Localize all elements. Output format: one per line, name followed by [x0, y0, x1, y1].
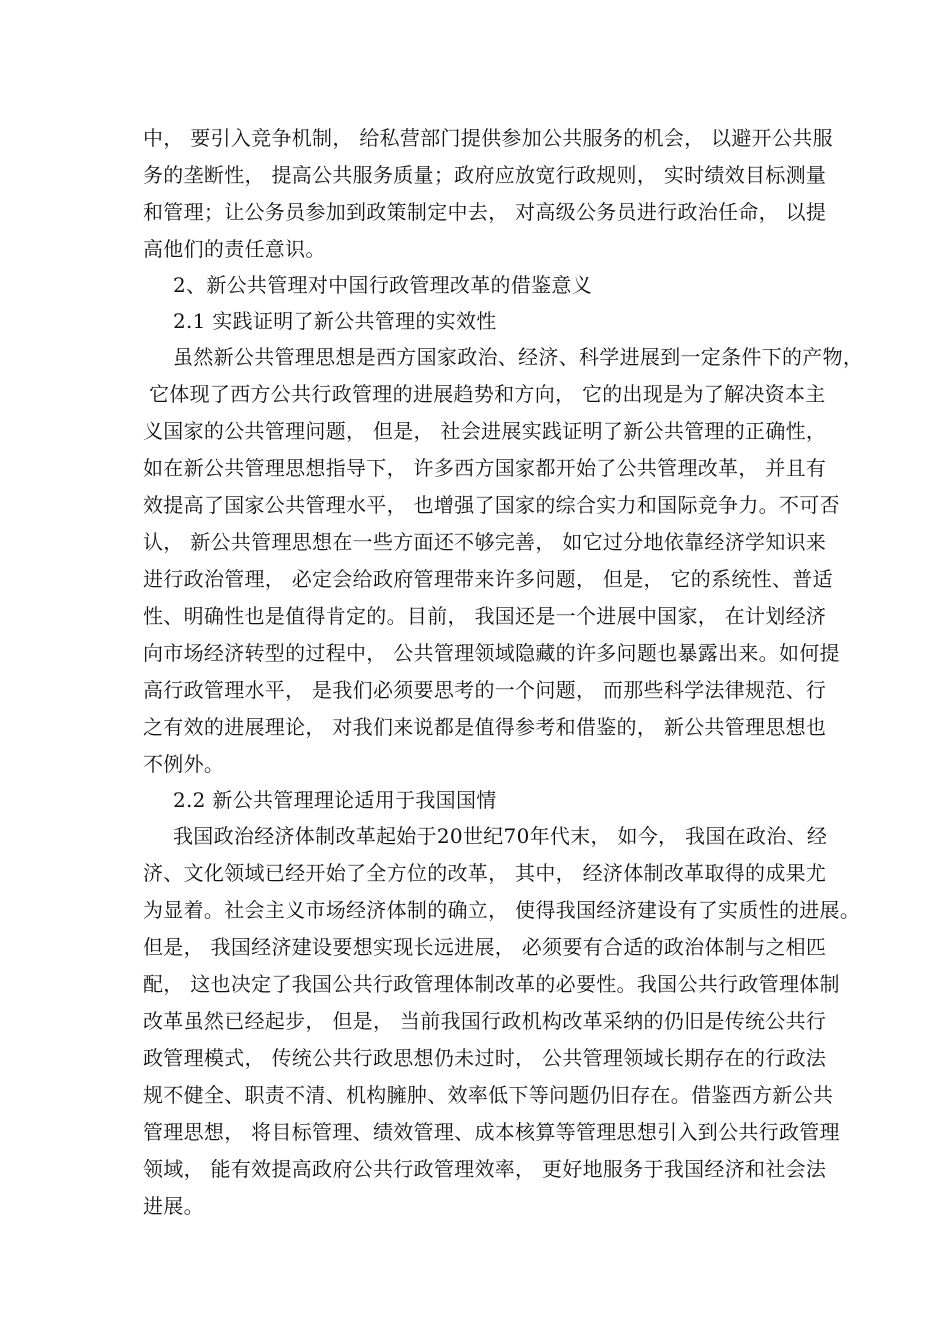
paragraph-line: 进展。: [143, 1194, 204, 1218]
paragraph-line: 配， 这也决定了我国公共行政管理体制改革的必要性。我国公共行政管理体制: [143, 972, 840, 996]
paragraph-line: 如在新公共管理思想指导下， 许多西方国家都开始了公共管理改革， 并且有: [143, 456, 827, 480]
section-heading: 2、新公共管理对中国行政管理改革的借鉴意义: [173, 273, 593, 297]
paragraph-line: 不例外。: [143, 752, 225, 776]
paragraph-line: 认， 新公共管理思想在一些方面还不够完善， 如它过分地依靠经济学知识来: [143, 530, 827, 554]
paragraph-line: 我国政治经济体制改革起始于20世纪70年代末， 如今， 我国在政治、经: [173, 824, 828, 848]
paragraph-line: 改革虽然已经起步， 但是， 当前我国行政机构改革采纳的仍旧是传统公共行: [143, 1009, 827, 1033]
paragraph-line: 进行政治管理， 必定会给政府管理带来许多问题， 但是， 它的系统性、普适: [143, 567, 833, 591]
paragraph-line: 中， 要引入竞争机制， 给私营部门提供参加公共服务的机会， 以避开公共服: [143, 126, 833, 150]
paragraph-line: 规不健全、职责不清、机构臃肿、效率低下等问题仍旧存在。借鉴西方新公共: [143, 1083, 834, 1107]
paragraph-line: 务的垄断性， 提高公共服务质量；政府应放宽行政规则， 实时绩效目标测量: [143, 163, 827, 187]
paragraph-line: 虽然新公共管理思想是西方国家政治、经济、科学进展到一定条件下的产物，: [173, 345, 864, 369]
paragraph-line: 向市场经济转型的过程中， 公共管理领域隐藏的许多问题也暴露出来。如何提: [143, 641, 840, 665]
paragraph-line: 济、文化领域已经开始了全方位的改革， 其中， 经济体制改革取得的成果尤: [143, 861, 827, 885]
paragraph-line: 管理思想， 将目标管理、绩效管理、成本核算等管理思想引入到公共行政管理: [143, 1120, 840, 1144]
paragraph-line: 高他们的责任意识。: [143, 237, 326, 261]
subsection-heading: 2.1 实践证明了新公共管理的实效性: [173, 309, 497, 333]
paragraph-line: 政管理模式， 传统公共行政思想仍未过时， 公共管理领域长期存在的行政法: [143, 1046, 827, 1070]
subsection-heading: 2.2 新公共管理理论适用于我国国情: [173, 788, 497, 812]
paragraph-line: 为显着。社会主义市场经济体制的确立， 使得我国经济建设有了实质性的进展。: [143, 898, 861, 922]
paragraph-line: 义国家的公共管理问题， 但是， 社会进展实践证明了新公共管理的正确性，: [143, 419, 827, 443]
paragraph-line: 高行政管理水平， 是我们必须要思考的一个问题， 而那些科学法律规范、行: [143, 678, 827, 702]
paragraph-line: 效提高了国家公共管理水平， 也增强了国家的综合实力和国际竞争力。不可否: [143, 493, 840, 517]
paragraph-line: 但是， 我国经济建设要想实现长远进展， 必须要有合适的政治体制与之相匹: [143, 935, 827, 959]
paragraph-line: 和管理；让公务员参加到政策制定中去， 对高级公务员进行政治任命， 以提: [143, 200, 827, 224]
paragraph-line: 领域， 能有效提高政府公共行政管理效率， 更好地服务于我国经济和社会法: [143, 1157, 827, 1181]
paragraph-line: 之有效的进展理论， 对我们来说都是值得参考和借鉴的， 新公共管理思想也: [143, 715, 827, 739]
paragraph-line: 它体现了西方公共行政管理的进展趋势和方向， 它的出现是为了解决资本主: [149, 382, 826, 406]
paragraph-line: 性、明确性也是值得肯定的。目前， 我国还是一个进展中国家， 在计划经济: [143, 604, 827, 628]
